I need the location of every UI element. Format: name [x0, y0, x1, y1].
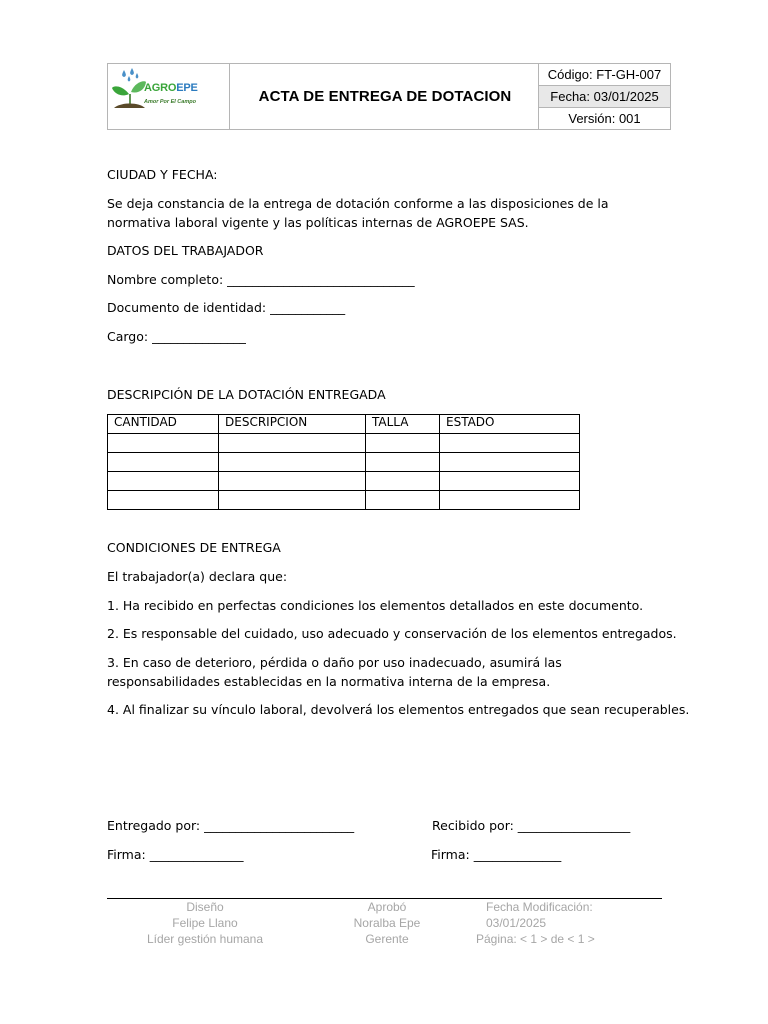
col-header-descripcion: DESCRIPCION [219, 415, 366, 434]
table-cell[interactable] [108, 472, 219, 491]
table-cell[interactable] [219, 491, 366, 510]
condition-item-3: 3. En caso de deterioro, pérdida o daño por uso inadecuado, asumirá las responsabilidades establecidas en la normativa interna de la empresa. [107, 655, 562, 689]
version-cell: Versión: 001 [538, 107, 671, 130]
table-cell[interactable] [219, 453, 366, 472]
recibido-por-field: Recibido por: __________________ [432, 818, 631, 833]
col-header-talla: TALLA [366, 415, 440, 434]
condition-item-4: 4. Al finalizar su vínculo laboral, devolverá los elementos entregados que sean recuperables. [107, 702, 690, 717]
table-cell[interactable] [440, 472, 580, 491]
diseno-label: Diseño [186, 900, 224, 914]
col-header-cantidad: CANTIDAD [108, 415, 219, 434]
col-header-estado: ESTADO [440, 415, 580, 434]
dotacion-table [107, 414, 580, 510]
pagina-indicator: Página: < 1 > de < 1 > [476, 932, 595, 946]
table-row [108, 472, 580, 491]
agroepe-logo [111, 68, 228, 126]
logo-cell [107, 63, 230, 130]
table-row [108, 453, 580, 472]
table-cell[interactable] [440, 491, 580, 510]
document-header [107, 63, 671, 130]
table-cell[interactable] [366, 434, 440, 453]
firma-right-field: Firma: ______________ [431, 847, 562, 862]
aprobo-role: Gerente [365, 932, 409, 946]
diseno-role: Líder gestión humana [146, 932, 264, 946]
title-cell [230, 63, 540, 130]
footer-aprobo [337, 899, 437, 947]
table-cell[interactable] [219, 472, 366, 491]
fecha-modificacion: Fecha Modificación: 03/01/2025 [486, 900, 593, 930]
table-cell[interactable] [108, 491, 219, 510]
documento-field: Documento de identidad: ____________ [107, 300, 346, 315]
condition-item-2: 2. Es responsable del cuidado, uso adecuado y conservación de los elementos entregados. [107, 626, 677, 641]
descripcion-heading: DESCRIPCIÓN DE LA DOTACIÓN ENTREGADA [107, 387, 386, 402]
declara-text: El trabajador(a) declara que: [107, 569, 288, 584]
condition-item-1: 1. Ha recibido en perfectas condiciones los elementos detallados en este documento. [107, 598, 644, 613]
aprobo-label: Aprobó [367, 900, 407, 914]
ciudad-fecha-label: CIUDAD Y FECHA: [107, 167, 218, 182]
condiciones-heading: CONDICIONES DE ENTREGA [107, 540, 281, 555]
codigo-cell: Código: FT-GH-007 [538, 63, 671, 86]
diseno-name: Felipe Llano [172, 916, 238, 930]
table-cell[interactable] [108, 434, 219, 453]
datos-trabajador-heading: DATOS DEL TRABAJADOR [107, 243, 264, 258]
logo-brand: AGROEPE [144, 82, 198, 94]
table-row [108, 491, 580, 510]
table-header-row [108, 415, 580, 434]
footer-diseno [130, 899, 280, 947]
footer-meta [476, 899, 656, 947]
intro-paragraph: Se deja constancia de la entrega de dotación conforme a las disposiciones de la normativa laboral vigente y las políticas internas de AGROEPE SAS. [107, 196, 609, 230]
firma-left-field: Firma: _______________ [107, 847, 244, 862]
table-cell[interactable] [219, 434, 366, 453]
plant-icon [111, 68, 228, 126]
table-cell[interactable] [366, 491, 440, 510]
cargo-field: Cargo: _______________ [107, 329, 246, 344]
nombre-field: Nombre completo: ______________________________ [107, 272, 415, 287]
aprobo-name: Noralba Epe [353, 916, 421, 930]
table-cell[interactable] [108, 453, 219, 472]
table-cell[interactable] [366, 453, 440, 472]
document-title: ACTA DE ENTREGA DE DOTACION [258, 88, 512, 105]
table-cell[interactable] [440, 434, 580, 453]
fecha-cell: Fecha: 03/01/2025 [538, 85, 671, 108]
logo-tagline: Amor Por El Campo [144, 99, 196, 105]
table-cell[interactable] [440, 453, 580, 472]
entregado-por-field: Entregado por: ________________________ [107, 818, 355, 833]
table-cell[interactable] [366, 472, 440, 491]
table-row [108, 434, 580, 453]
